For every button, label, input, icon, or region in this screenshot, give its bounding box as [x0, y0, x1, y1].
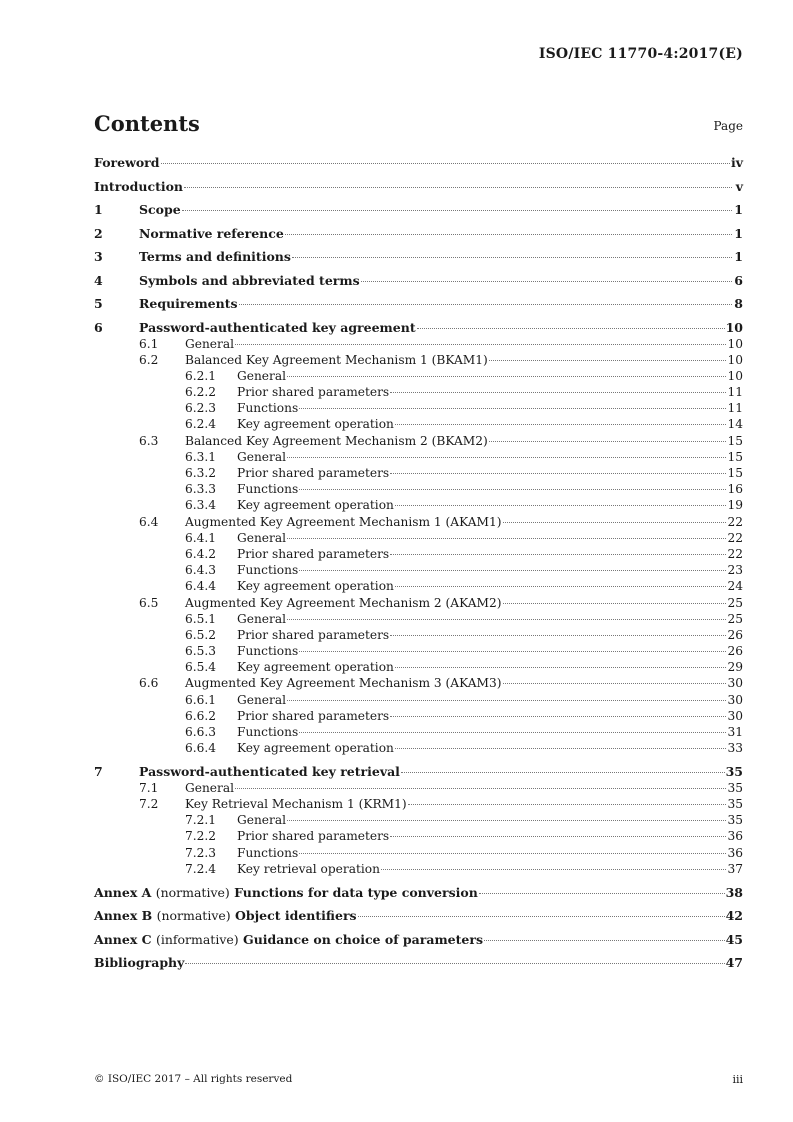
- toc-entry-title: Balanced Key Agreement Mechanism 1 (BKAM1): [185, 352, 488, 367]
- dot-leader: [287, 376, 726, 377]
- toc-entry-annex-c[interactable]: [94, 932, 743, 948]
- section-number: 7.2.3: [185, 845, 217, 860]
- dot-leader: [299, 651, 726, 652]
- page-title: Contents: [94, 111, 200, 136]
- dot-leader: [285, 234, 732, 235]
- toc-entry-title: Augmented Key Agreement Mechanism 2 (AKAM2): [185, 595, 502, 610]
- toc-entry-title: Functions: [237, 845, 299, 860]
- toc-entry-7-2-1[interactable]: [94, 812, 743, 828]
- toc-entry-title: Prior shared parameters: [237, 466, 390, 480]
- dot-leader: [235, 344, 726, 345]
- dot-leader: [185, 963, 724, 964]
- toc-entry-page: 22: [727, 514, 743, 529]
- section-number: 6.4: [139, 514, 159, 529]
- toc-entry-page: 31: [727, 725, 743, 739]
- toc-entry-bibliography[interactable]: [94, 955, 743, 971]
- section-number: 6.4.2: [185, 546, 217, 561]
- toc-entry-title: General: [237, 611, 286, 626]
- section-number: 6.6.3: [185, 725, 217, 739]
- section-number: 7.2.4: [185, 861, 217, 876]
- dot-leader: [287, 538, 726, 539]
- toc-entry-page: 14: [727, 417, 743, 432]
- toc-entry-title: Functions: [237, 401, 299, 416]
- table-of-contents: [94, 155, 743, 971]
- toc-entry-6-4[interactable]: [94, 514, 743, 530]
- toc-entry-title: Object identifiers: [235, 908, 357, 923]
- toc-entry-title: General: [237, 368, 286, 383]
- toc-entry-title: Password-authenticated key retrieval: [139, 763, 400, 779]
- toc-entry-title: Prior shared parameters: [237, 385, 390, 400]
- toc-entry-page: 6: [734, 272, 743, 288]
- toc-entry-title: Prior shared parameters: [237, 546, 390, 561]
- toc-entry-7-2-2[interactable]: [94, 828, 743, 844]
- toc-entry-foreword[interactable]: [94, 155, 743, 171]
- section-number: 7.2.2: [185, 829, 217, 844]
- section-number: 6.6.1: [185, 692, 217, 707]
- page-column-label: Page: [713, 119, 743, 133]
- section-number: 6.3: [139, 433, 159, 448]
- toc-entry-page: 22: [727, 530, 743, 545]
- toc-entry-page: 15: [727, 466, 743, 480]
- section-number: 6.5.1: [185, 611, 217, 626]
- toc-entry-title: Prior shared parameters: [237, 708, 390, 723]
- dot-leader: [299, 489, 726, 490]
- section-number: 6.2: [139, 352, 159, 367]
- toc-entry-7-2-4[interactable]: [94, 861, 743, 877]
- section-number: 6.5.4: [185, 660, 217, 675]
- toc-entry-page: 1: [734, 249, 743, 264]
- toc-entry-7-1[interactable]: [94, 780, 743, 796]
- toc-entry-introduction[interactable]: [94, 179, 743, 195]
- toc-entry-title: Guidance on choice of parameters: [243, 931, 483, 947]
- toc-entry-title: General: [237, 692, 286, 707]
- toc-entry-page: 35: [727, 797, 743, 812]
- section-number: 6.3.1: [185, 449, 217, 464]
- toc-entry-6-6[interactable]: [94, 675, 743, 691]
- annex-label: Annex A: [94, 884, 152, 900]
- section-number: 6.2.1: [185, 368, 217, 383]
- annex-type: (informative): [155, 931, 239, 947]
- toc-entry-page: 1: [734, 202, 743, 217]
- toc-entry-page: 45: [725, 931, 743, 947]
- toc-entry-page: 30: [727, 708, 743, 723]
- toc-entry-title: General: [185, 780, 234, 795]
- dot-leader: [489, 360, 727, 361]
- toc-entry-7-2-3[interactable]: [94, 845, 743, 861]
- dot-leader: [484, 940, 725, 941]
- dot-leader: [390, 836, 726, 837]
- toc-entry-page: v: [735, 178, 743, 194]
- toc-entry-title: Functions: [237, 725, 299, 739]
- dot-leader: [503, 683, 727, 684]
- section-number: 2: [94, 225, 103, 241]
- toc-entry-6-3-3[interactable]: [94, 481, 743, 497]
- toc-entry-6-5-1[interactable]: [94, 611, 743, 627]
- toc-entry-6-1[interactable]: [94, 336, 743, 352]
- page-number: iii: [732, 1073, 743, 1086]
- toc-entry-annex-b[interactable]: [94, 908, 743, 924]
- toc-entry-title: Bibliography: [94, 955, 185, 970]
- section-number: 1: [94, 202, 103, 217]
- toc-entry-title: Foreword: [94, 155, 160, 170]
- toc-entry-6-4-3[interactable]: [94, 562, 743, 578]
- toc-entry-title: Prior shared parameters: [237, 627, 390, 642]
- toc-entry-page: 22: [727, 546, 743, 561]
- dot-leader: [401, 772, 725, 773]
- toc-entry-title: General: [237, 813, 286, 828]
- toc-entry-title: Key agreement operation: [237, 741, 394, 756]
- dot-leader: [239, 304, 732, 305]
- dot-leader: [292, 257, 732, 258]
- toc-entry-6-3-2[interactable]: [94, 465, 743, 481]
- dot-leader: [417, 328, 725, 329]
- toc-entry-page: 8: [734, 296, 743, 311]
- toc-entry-page: 30: [727, 676, 743, 691]
- dot-leader: [299, 570, 726, 571]
- dot-leader: [408, 804, 727, 805]
- section-number: 6.3.4: [185, 498, 217, 513]
- toc-entry-6-5-2[interactable]: [94, 627, 743, 643]
- section-number: 7.1: [139, 780, 159, 795]
- toc-entry-page: 10: [727, 352, 743, 367]
- section-number: 6.2.2: [185, 385, 217, 400]
- dot-leader: [358, 916, 725, 917]
- toc-entry-title: General: [185, 336, 234, 351]
- toc-entry-6-2-3[interactable]: [94, 400, 743, 416]
- toc-entry-title: Key Retrieval Mechanism 1 (KRM1): [185, 797, 407, 812]
- toc-entry-6-4-2[interactable]: [94, 546, 743, 562]
- dot-leader: [287, 700, 726, 701]
- title-row: [94, 111, 743, 141]
- toc-entry-page: 33: [727, 741, 743, 756]
- section-number: 4: [94, 272, 103, 288]
- toc-entry-annex-a[interactable]: [94, 885, 743, 901]
- toc-entry-6-4-4[interactable]: [94, 578, 743, 594]
- dot-leader: [287, 619, 726, 620]
- dot-leader: [161, 163, 730, 164]
- dot-leader: [182, 210, 732, 211]
- toc-entry-page: 26: [727, 644, 743, 659]
- toc-entry-7-2[interactable]: [94, 796, 743, 812]
- dot-leader: [503, 522, 727, 523]
- toc-entry-section-3[interactable]: [94, 249, 743, 265]
- toc-entry-6-2-2[interactable]: [94, 384, 743, 400]
- annex-type: (normative): [155, 884, 230, 900]
- toc-entry-page: 47: [725, 955, 743, 970]
- toc-entry-title: Normative reference: [139, 225, 284, 241]
- section-number: 7.2: [139, 797, 159, 812]
- toc-entry-page: 10: [727, 368, 743, 383]
- toc-entry-6-6-3[interactable]: [94, 724, 743, 740]
- toc-entry-title: Terms and definitions: [139, 249, 291, 264]
- dot-leader: [287, 820, 726, 821]
- section-number: 6.4.4: [185, 579, 217, 594]
- dot-leader: [390, 392, 726, 393]
- dot-leader: [390, 635, 726, 636]
- toc-entry-page: 11: [727, 401, 743, 416]
- toc-entry-page: 1: [734, 225, 743, 241]
- toc-entry-page: 35: [727, 813, 743, 828]
- toc-entry-6-5[interactable]: [94, 595, 743, 611]
- section-number: 6.1: [139, 336, 159, 351]
- section-number: 6.4.1: [185, 530, 217, 545]
- toc-entry-page: 36: [727, 845, 743, 860]
- section-number: 7.2.1: [185, 813, 217, 828]
- section-number: 6.3.2: [185, 466, 217, 480]
- toc-entry-title: Functions: [237, 482, 299, 497]
- toc-entry-title: Functions for data type conversion: [234, 884, 478, 900]
- dot-leader: [395, 424, 727, 425]
- toc-entry-title: Requirements: [139, 296, 238, 311]
- toc-entry-6-2-1[interactable]: [94, 368, 743, 384]
- toc-entry-title: General: [237, 449, 286, 464]
- dot-leader: [390, 554, 726, 555]
- toc-entry-page: 15: [727, 449, 743, 464]
- toc-entry-page: 19: [727, 498, 743, 513]
- toc-entry-page: 25: [727, 611, 743, 626]
- toc-entry-page: 29: [727, 660, 743, 675]
- toc-entry-page: 35: [727, 780, 743, 795]
- section-number: 6.2.3: [185, 401, 217, 416]
- toc-entry-page: 38: [725, 884, 743, 900]
- dot-leader: [395, 505, 727, 506]
- toc-entry-page: 26: [727, 627, 743, 642]
- section-number: 6.6: [139, 676, 159, 691]
- toc-entry-section-4[interactable]: [94, 273, 743, 289]
- toc-entry-title: Augmented Key Agreement Mechanism 3 (AKAM3): [185, 676, 502, 691]
- toc-entry-title: Password-authenticated key agreement: [139, 319, 416, 335]
- toc-entry-title: Prior shared parameters: [237, 829, 390, 844]
- toc-entry-page: 10: [727, 336, 743, 351]
- section-number: 7: [94, 763, 103, 779]
- annex-label: Annex C: [94, 931, 152, 947]
- dot-leader: [184, 187, 732, 188]
- toc-entry-page: 35: [725, 763, 743, 779]
- dot-leader: [395, 748, 727, 749]
- dot-leader: [235, 788, 726, 789]
- section-number: 6.6.2: [185, 708, 217, 723]
- section-number: 6.5.2: [185, 627, 217, 642]
- toc-entry-title: Key agreement operation: [237, 417, 394, 432]
- dot-leader: [299, 408, 726, 409]
- toc-entry-6-2[interactable]: [94, 352, 743, 368]
- section-number: 6.2.4: [185, 417, 217, 432]
- dot-leader: [299, 853, 726, 854]
- toc-entry-page: 30: [727, 692, 743, 707]
- toc-entry-6-5-3[interactable]: [94, 643, 743, 659]
- toc-entry-6-3-1[interactable]: [94, 449, 743, 465]
- annex-type: (normative): [156, 908, 231, 923]
- toc-entry-title: Scope: [139, 202, 181, 217]
- toc-entry-6-2-4[interactable]: [94, 416, 743, 432]
- toc-entry-page: 11: [727, 385, 743, 400]
- toc-entry-6-3-4[interactable]: [94, 497, 743, 513]
- toc-entry-page: 24: [727, 579, 743, 594]
- section-number: 6.5.3: [185, 644, 217, 659]
- toc-entry-title: Augmented Key Agreement Mechanism 1 (AKAM1): [185, 514, 502, 529]
- toc-entry-page: iv: [730, 155, 743, 170]
- toc-entry-title: Symbols and abbreviated terms: [139, 272, 360, 288]
- dot-leader: [390, 473, 726, 474]
- toc-entry-section-1[interactable]: [94, 202, 743, 218]
- section-number: 6: [94, 319, 103, 335]
- toc-entry-section-6[interactable]: [94, 320, 743, 336]
- toc-entry-page: 16: [727, 482, 743, 497]
- toc-entry-6-5-4[interactable]: [94, 659, 743, 675]
- dot-leader: [299, 732, 726, 733]
- toc-entry-title: Key retrieval operation: [237, 861, 380, 876]
- toc-entry-page: 37: [727, 861, 743, 876]
- dot-leader: [381, 869, 727, 870]
- toc-entry-title: Key agreement operation: [237, 660, 394, 675]
- toc-entry-title: Functions: [237, 644, 299, 659]
- toc-entry-6-6-2[interactable]: [94, 708, 743, 724]
- dot-leader: [390, 716, 726, 717]
- dot-leader: [503, 603, 727, 604]
- dot-leader: [395, 586, 727, 587]
- toc-entry-page: 10: [725, 319, 743, 335]
- toc-entry-page: 36: [727, 829, 743, 844]
- annex-label: Annex B: [94, 908, 153, 923]
- copyright-notice: © ISO/IEC 2017 – All rights reserved: [94, 1073, 293, 1085]
- toc-entry-page: 15: [727, 433, 743, 448]
- toc-entry-title: General: [237, 530, 286, 545]
- toc-entry-section-5[interactable]: [94, 296, 743, 312]
- dot-leader: [489, 441, 727, 442]
- toc-entry-title: Introduction: [94, 178, 184, 194]
- section-number: 5: [94, 296, 103, 311]
- dot-leader: [479, 893, 725, 894]
- toc-entry-title: Balanced Key Agreement Mechanism 2 (BKAM2): [185, 433, 488, 448]
- toc-entry-6-6-1[interactable]: [94, 692, 743, 708]
- toc-entry-title: Functions: [237, 563, 299, 578]
- toc-entry-6-4-1[interactable]: [94, 530, 743, 546]
- toc-entry-6-3[interactable]: [94, 433, 743, 449]
- dot-leader: [361, 281, 732, 282]
- toc-entry-title: Key agreement operation: [237, 579, 394, 594]
- section-number: 6.4.3: [185, 563, 217, 578]
- section-number: 3: [94, 249, 103, 264]
- toc-entry-page: 23: [727, 563, 743, 578]
- toc-entry-page: 42: [725, 908, 743, 923]
- toc-entry-page: 25: [727, 595, 743, 610]
- document-identifier: ISO/IEC 11770-4:2017(E): [538, 46, 743, 62]
- toc-entry-6-6-4[interactable]: [94, 740, 743, 756]
- section-number: 6.3.3: [185, 482, 217, 497]
- toc-entry-title: Key agreement operation: [237, 498, 394, 513]
- section-number: 6.6.4: [185, 741, 217, 756]
- toc-entry-section-7[interactable]: [94, 764, 743, 780]
- toc-entry-section-2[interactable]: [94, 226, 743, 242]
- dot-leader: [287, 457, 726, 458]
- dot-leader: [395, 667, 727, 668]
- section-number: 6.5: [139, 595, 159, 610]
